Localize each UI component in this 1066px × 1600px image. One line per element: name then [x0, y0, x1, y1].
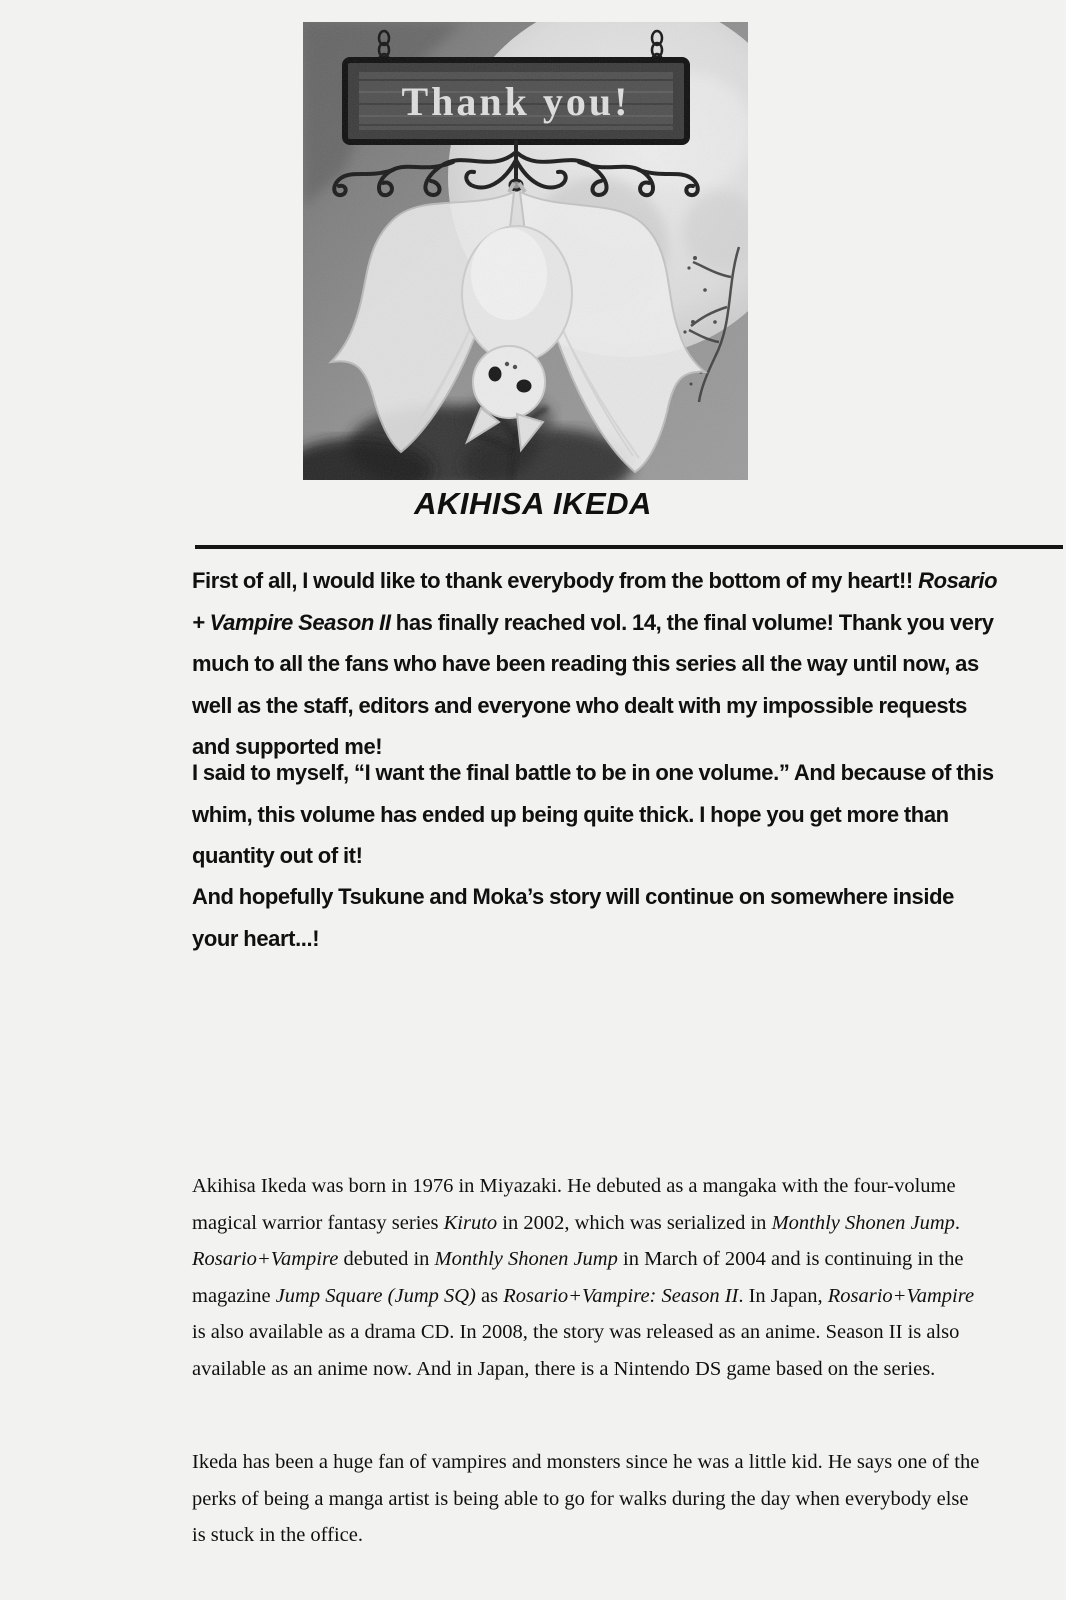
divider-rule: [195, 545, 1063, 549]
author-bio-paragraph-1: Akihisa Ikeda was born in 1976 in Miyazaki. He debuted as a mangaka with the four-volume magical warrior fantasy series Kiruto in 2002, which was serialized in Monthly Shonen Jump. Rosario+Vampire debuted in Monthly Shonen Jump in March of 2004 and is continuing in the magazine Jump Square (Jump SQ) as Rosario+Vampire: Season II. In Japan, Rosario+Vampire is also available as a drama CD. In 2008, the story was released as an anime. Season II is also available as an anime now. And in Japan, there is a Nintendo DS game based on the series.: [192, 1175, 975, 1380]
afterword-paragraph-2: I said to myself, “I want the final battle to be in one volume.” And because of this whim, this volume has ended up being quite thick. I hope you get more than quantity out of it!: [192, 760, 994, 868]
grain-overlay: [303, 22, 748, 480]
afterword-paragraph-3: And hopefully Tsukune and Moka’s story will continue on somewhere inside your heart...!: [192, 884, 954, 951]
author-name: AKIHISA IKEDA: [414, 486, 652, 521]
afterword-paragraph-1: First of all, I would like to thank everybody from the bottom of my heart!! Rosario + Vampire Season II has finally reached vol. 14, the final volume! Thank you very much to all the fans who have been reading this series all the way until now, as well as the staff, editors and everyone who dealt with my impossible requests and supported me!: [192, 568, 998, 759]
illustration-canvas: [303, 22, 748, 480]
bat-thank-you-illustration: [303, 22, 748, 480]
author-bio-paragraph-2: Ikeda has been a huge fan of vampires and monsters since he was a little kid. He says one of the perks of being a manga artist is being able to go for walks during the day when everybody else is stuck in the office.: [192, 1451, 980, 1546]
